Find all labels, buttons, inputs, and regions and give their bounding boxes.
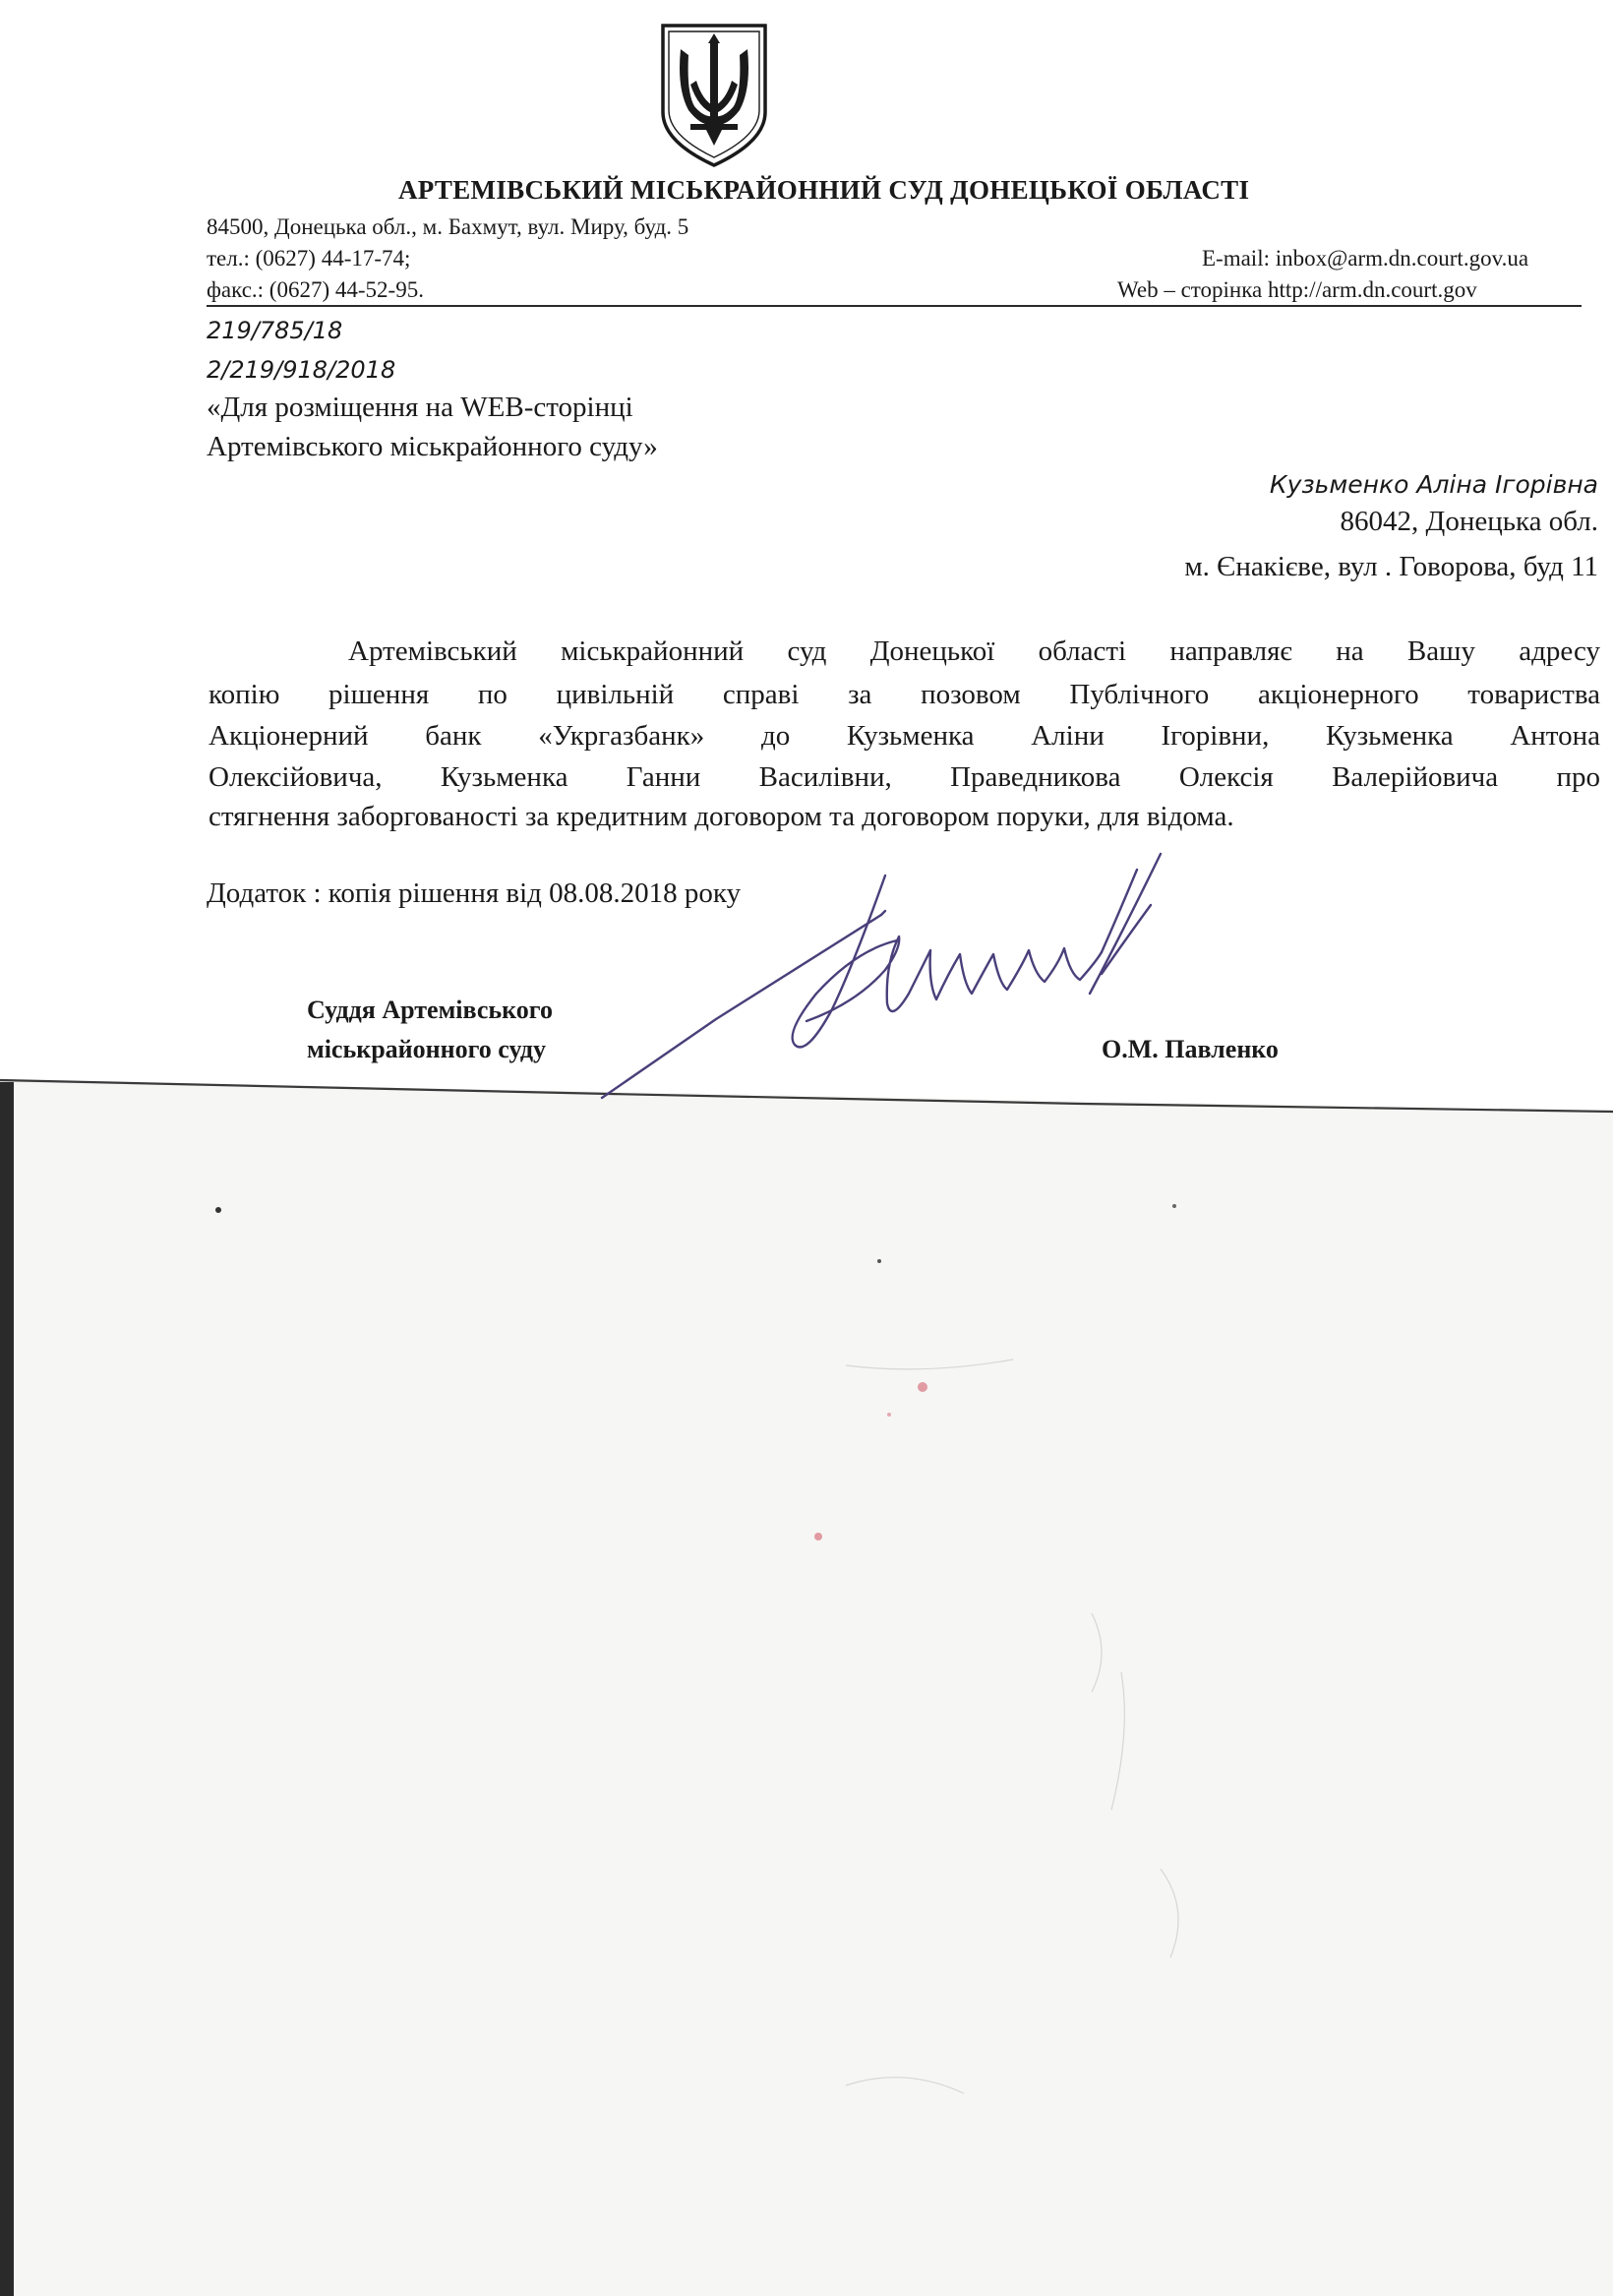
lower-page — [0, 1082, 1613, 2296]
court-website: Web – сторінка http://arm.dn.court.gov — [1117, 277, 1477, 302]
case-number: 219/785/18 — [207, 317, 343, 344]
body-line-4: Олексійовича, Кузьменка Ганни Василівни, Праведникова Олексія Валерійовича про — [209, 761, 1600, 793]
ukraine-trident-emblem — [657, 22, 771, 169]
body-line-2: копію рішення по цивільній справі за позовом Публічного акціонерного товариства — [209, 679, 1600, 710]
court-fax: факс.: (0627) 44-52-95. — [207, 277, 424, 302]
recipient-region: 86042, Донецька обл. — [1340, 506, 1598, 537]
body-line-1: Артемівський міськрайонний суд Донецької області направляє на Вашу адресу — [348, 635, 1600, 667]
court-address: 84500, Донецька обл., м. Бахмут, вул. Миру, буд. 5 — [207, 214, 689, 239]
publication-note-line-2: Артемівського міськрайонного суду» — [207, 431, 658, 462]
publication-note-line-1: «Для розміщення на WEB-сторінці — [207, 392, 633, 423]
proceeding-number: 2/219/918/2018 — [207, 356, 396, 384]
judge-title-line-2: міськрайонного суду — [307, 1035, 546, 1063]
recipient-street: м. Єнакієве, вул . Говорова, буд 11 — [1184, 551, 1598, 582]
attachment-note: Додаток : копія рішення від 08.08.2018 року — [207, 877, 742, 909]
body-line-3: Акціонерний банк «Укргазбанк» до Кузьменка Аліни Ігорівни, Кузьменка Антона — [209, 720, 1600, 752]
header-divider — [207, 305, 1582, 307]
recipient-name: Кузьменко Аліна Ігорівна — [1269, 470, 1598, 499]
court-name: АРТЕМІВСЬКИЙ МІСЬКРАЙОННИЙ СУД ДОНЕЦЬКОЇ ОБЛАСТІ — [398, 175, 1250, 205]
court-email: E-mail: inbox@arm.dn.court.gov.ua — [1202, 246, 1529, 271]
handwritten-signature — [590, 846, 1220, 1112]
body-line-5: стягнення заборгованості за кредитним договором та договором поруки, для відома. — [209, 801, 1234, 832]
judge-title-line-1: Суддя Артемівського — [307, 996, 553, 1024]
judge-name: О.М. Павленко — [1102, 1035, 1279, 1063]
court-phone: тел.: (0627) 44-17-74; — [207, 246, 411, 271]
